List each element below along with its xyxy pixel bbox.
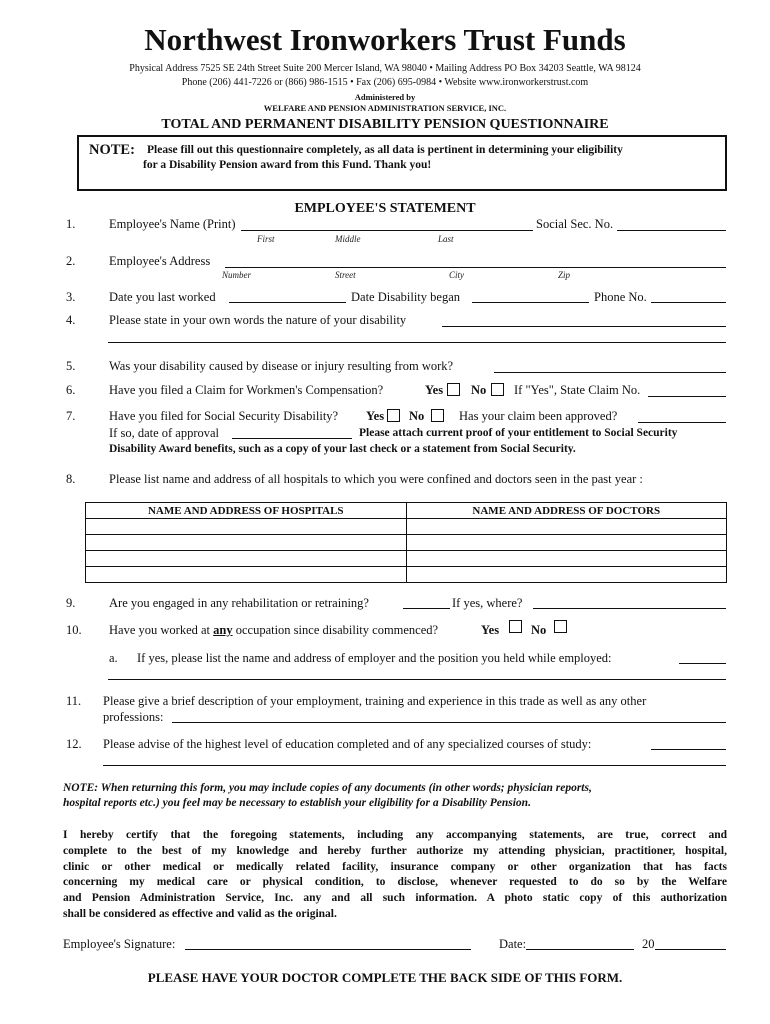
- note-line-2: for a Disability Pension award from this Fund. Thank you!: [143, 159, 432, 171]
- hospital-cell[interactable]: [86, 551, 407, 567]
- q3-number: 3.: [66, 290, 76, 304]
- doctor-cell[interactable]: [406, 551, 727, 567]
- disability-nature-field-2[interactable]: [108, 342, 726, 343]
- signature-label: Employee's Signature:: [63, 937, 176, 951]
- q12-number: 12.: [66, 737, 82, 751]
- hint-last: Last: [438, 234, 454, 244]
- certification-paragraph: [63, 828, 727, 923]
- section-title: EMPLOYEE'S STATEMENT: [294, 201, 476, 216]
- hint-middle: Middle: [335, 234, 361, 244]
- q11-number: 11.: [66, 694, 82, 708]
- rehab-field[interactable]: [403, 608, 450, 609]
- table-row: [86, 535, 727, 551]
- ssn-label: Social Sec. No.: [536, 217, 614, 231]
- hospitals-header: NAME AND ADDRESS OF HOSPITALS: [86, 503, 407, 519]
- administrator-name: WELFARE AND PENSION ADMINISTRATION SERVICE, INC.: [263, 103, 507, 113]
- hint-street: Street: [335, 270, 356, 280]
- year-prefix: 20: [642, 937, 655, 951]
- employer-field-2[interactable]: [108, 679, 726, 680]
- address-line: Physical Address 7525 SE 24th Street Suite 200 Mercer Island, WA 98040 • Mailing Address PO Box 34203 Seattle, WA 98124: [129, 63, 641, 74]
- q1-label: Employee's Name (Print): [109, 217, 236, 231]
- doctors-header: NAME AND ADDRESS OF DOCTORS: [406, 503, 727, 519]
- approval-date-label: If so, date of approval: [109, 426, 220, 440]
- q7-yes-label: Yes: [366, 409, 385, 423]
- hospital-cell[interactable]: [86, 519, 407, 535]
- certify-line-1: I hereby certify that the foregoing statements, including any accompanying statements, are true, correct and: [63, 829, 727, 841]
- q6-no-checkbox[interactable]: [491, 383, 504, 396]
- q11-label-1: Please give a brief description of your employment, training and experience in this trade as well as any other: [103, 694, 647, 708]
- q2-number: 2.: [66, 254, 76, 268]
- disability-nature-field[interactable]: [442, 326, 726, 327]
- signature-field[interactable]: [185, 949, 471, 950]
- last-worked-field[interactable]: [229, 302, 346, 303]
- date-label: Date:: [499, 937, 527, 951]
- education-field-2[interactable]: [103, 765, 726, 766]
- q7-label: Have you filed for Social Security Disability?: [109, 409, 339, 423]
- note-label: NOTE:: [89, 142, 135, 158]
- attach-proof-line-2: Disability Award benefits, such as a copy of your last check or a statement from Social Security.: [109, 443, 576, 455]
- q10-label-any: any: [213, 623, 233, 637]
- ssn-field[interactable]: [617, 230, 726, 231]
- certify-line-6: shall be considered as effective and valid as the original.: [63, 907, 337, 920]
- disability-began-field[interactable]: [472, 302, 589, 303]
- state-claim-label: If "Yes", State Claim No.: [514, 383, 641, 397]
- phone-label: Phone No.: [594, 290, 647, 304]
- q6-yes-checkbox[interactable]: [447, 383, 460, 396]
- return-note-line-1: NOTE: When returning this form, you may include copies of any documents (in other words; physician reports,: [63, 782, 592, 794]
- q10a-letter: a.: [109, 651, 118, 665]
- doctor-cell[interactable]: [406, 567, 727, 583]
- q5-label: Was your disability caused by disease or injury resulting from work?: [109, 359, 454, 373]
- disability-began-label: Date Disability began: [351, 290, 460, 304]
- q10a-label: If yes, please list the name and address of employer and the position you held while employed:: [137, 651, 612, 665]
- q6-number: 6.: [66, 383, 76, 397]
- return-note-line-2: hospital reports etc.) you feel may be necessary to establish your eligibility for a Disability Pension.: [63, 797, 531, 809]
- q9-number: 9.: [66, 596, 76, 610]
- q10-yes-label: Yes: [481, 623, 500, 637]
- hospital-cell[interactable]: [86, 535, 407, 551]
- administered-by: Administered by: [354, 92, 416, 102]
- attach-proof-line-1: Please attach current proof of your entitlement to Social Security: [359, 427, 678, 439]
- q8-number: 8.: [66, 472, 76, 486]
- q10-label-pre: Have you worked at: [109, 623, 214, 637]
- hint-city: City: [449, 270, 464, 280]
- hint-zip: Zip: [558, 270, 571, 280]
- certify-line-5: and Pension Administration Service, Inc. any and all such information. A photo static copy of this authorization: [63, 892, 727, 905]
- table-row: [86, 551, 727, 567]
- rehab-where-field[interactable]: [533, 608, 726, 609]
- q7-no-checkbox[interactable]: [431, 409, 444, 422]
- q2-label: Employee's Address: [109, 254, 211, 268]
- education-field[interactable]: [651, 749, 726, 750]
- note-box: [77, 135, 727, 191]
- hint-first: First: [257, 234, 275, 244]
- certify-line-3: clinic or other medical or medically related facility, insurance company or other organization that has facts: [63, 860, 727, 873]
- approved-label: Has your claim been approved?: [459, 409, 618, 423]
- q11-label-2: professions:: [103, 710, 164, 724]
- q6-no-label: No: [471, 383, 487, 397]
- q10-no-checkbox[interactable]: [554, 620, 567, 633]
- certify-line-2: complete to the best of my knowledge and hereby further authorize my attending physician, practitioner, hospital,: [63, 844, 727, 857]
- table-row: [86, 519, 727, 535]
- q9-label: Are you engaged in any rehabilitation or retraining?: [109, 596, 369, 610]
- q10-label: [109, 623, 438, 638]
- table-row: [86, 567, 727, 583]
- q10-number: 10.: [66, 623, 82, 637]
- hint-number: Number: [222, 270, 251, 280]
- q6-yes-label: Yes: [425, 383, 444, 397]
- q7-yes-checkbox[interactable]: [387, 409, 400, 422]
- phone-field[interactable]: [651, 302, 726, 303]
- table-header-row: [86, 503, 727, 519]
- doctor-cell[interactable]: [406, 519, 727, 535]
- year-field[interactable]: [655, 949, 726, 950]
- q10-label-post: occupation since disability commenced?: [232, 623, 439, 637]
- certify-line-4: concerning my medical care or physical condition, to disclose, whenever requested to do so by the Welfare: [63, 876, 727, 889]
- name-field[interactable]: [241, 230, 533, 231]
- hospital-cell[interactable]: [86, 567, 407, 583]
- q10-yes-checkbox[interactable]: [509, 620, 522, 633]
- q5-number: 5.: [66, 359, 76, 373]
- address-field[interactable]: [225, 267, 726, 268]
- note-line-1: Please fill out this questionnaire completely, as all data is pertinent in determining your eligibility: [147, 144, 623, 156]
- q3-label: Date you last worked: [109, 290, 216, 304]
- footer-instruction: PLEASE HAVE YOUR DOCTOR COMPLETE THE BACK SIDE OF THIS FORM.: [147, 970, 623, 985]
- employer-field[interactable]: [679, 663, 726, 664]
- q7-number: 7.: [66, 409, 76, 423]
- approval-date-field[interactable]: [232, 438, 352, 439]
- date-field[interactable]: [526, 949, 634, 950]
- state-claim-field[interactable]: [648, 396, 726, 397]
- organization-title: Northwest Ironworkers Trust Funds: [144, 22, 626, 57]
- q1-number: 1.: [66, 217, 76, 231]
- approved-field[interactable]: [638, 422, 726, 423]
- employment-description-field[interactable]: [172, 722, 726, 723]
- q8-label: Please list name and address of all hospitals to which you were confined and doctors seen in the past year :: [109, 472, 643, 486]
- q6-label: Have you filed a Claim for Workmen's Compensation?: [109, 383, 384, 397]
- q4-label: Please state in your own words the nature of your disability: [109, 313, 407, 327]
- doctor-cell[interactable]: [406, 535, 727, 551]
- hospitals-doctors-table: [85, 502, 727, 583]
- contact-line: Phone (206) 441-7226 or (866) 986-1515 • Fax (206) 695-0984 • Website www.ironworkerstrust.com: [181, 77, 589, 88]
- q4-number: 4.: [66, 313, 76, 327]
- q12-label: Please advise of the highest level of education completed and of any specialized courses of study:: [103, 737, 592, 751]
- cause-field[interactable]: [494, 372, 726, 373]
- rehab-where-label: If yes, where?: [452, 596, 523, 610]
- q7-no-label: No: [409, 409, 425, 423]
- q10-no-label: No: [531, 623, 547, 637]
- form-title: TOTAL AND PERMANENT DISABILITY PENSION QUESTIONNAIRE: [161, 117, 609, 132]
